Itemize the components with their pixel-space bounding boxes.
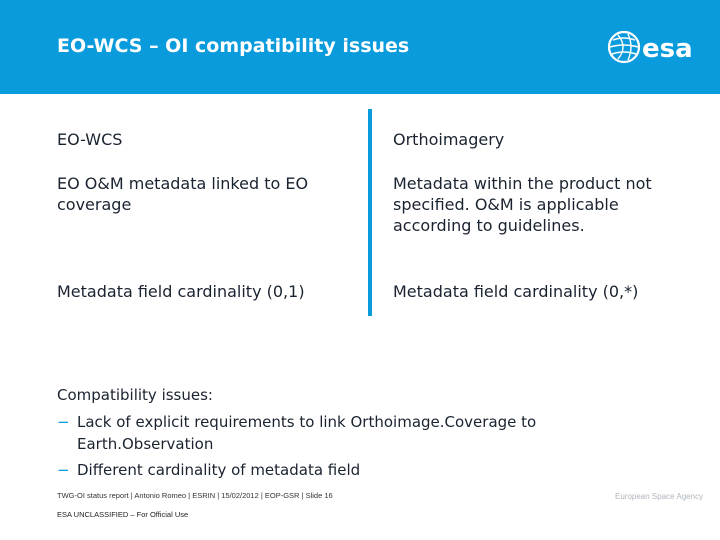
row1-left-cell: [57, 173, 308, 215]
text-line: coverage: [57, 195, 132, 214]
text-line: Lack of explicit requirements to link Orthoimage.Coverage to: [77, 413, 537, 431]
text-line: EO O&M metadata linked to EO: [57, 174, 309, 193]
footer-report-line: TWG-OI status report | Antonio Romeo | ESRIN | 15/02/2012 | EOP-GSR | Slide 16: [57, 491, 333, 500]
row2-right-cell: [393, 281, 638, 302]
text-line: Metadata field cardinality (0,*): [393, 282, 639, 301]
column-divider: [368, 109, 372, 316]
issue-text: [77, 411, 536, 455]
dash-bullet-icon: −: [57, 461, 70, 479]
row2-left-cell: [57, 281, 305, 302]
text-line: Different cardinality of metadata field: [77, 461, 361, 479]
esa-logo: [604, 26, 708, 68]
agency-name: European Space Agency: [615, 492, 704, 501]
globe-icon: [609, 32, 639, 62]
dash-bullet-icon: −: [57, 413, 70, 431]
text-line: according to guidelines.: [393, 216, 585, 235]
left-column-header: EO-WCS: [57, 130, 123, 149]
issue-text: [77, 459, 360, 481]
logo-wordmark: esa: [642, 34, 693, 64]
slide-title: EO-WCS – OI compatibility issues: [57, 35, 410, 57]
footer-classification: ESA UNCLASSIFIED – For Official Use: [57, 510, 189, 519]
text-line: Earth.Observation: [77, 435, 214, 453]
text-line: Metadata within the product not: [393, 174, 652, 193]
text-line: Metadata field cardinality (0,1): [57, 282, 305, 301]
text-line: specified. O&M is applicable: [393, 195, 619, 214]
title-bar: [0, 0, 720, 94]
row1-right-cell: [393, 173, 652, 236]
issues-heading: Compatibility issues:: [57, 386, 213, 404]
right-column-header: Orthoimagery: [393, 130, 505, 149]
